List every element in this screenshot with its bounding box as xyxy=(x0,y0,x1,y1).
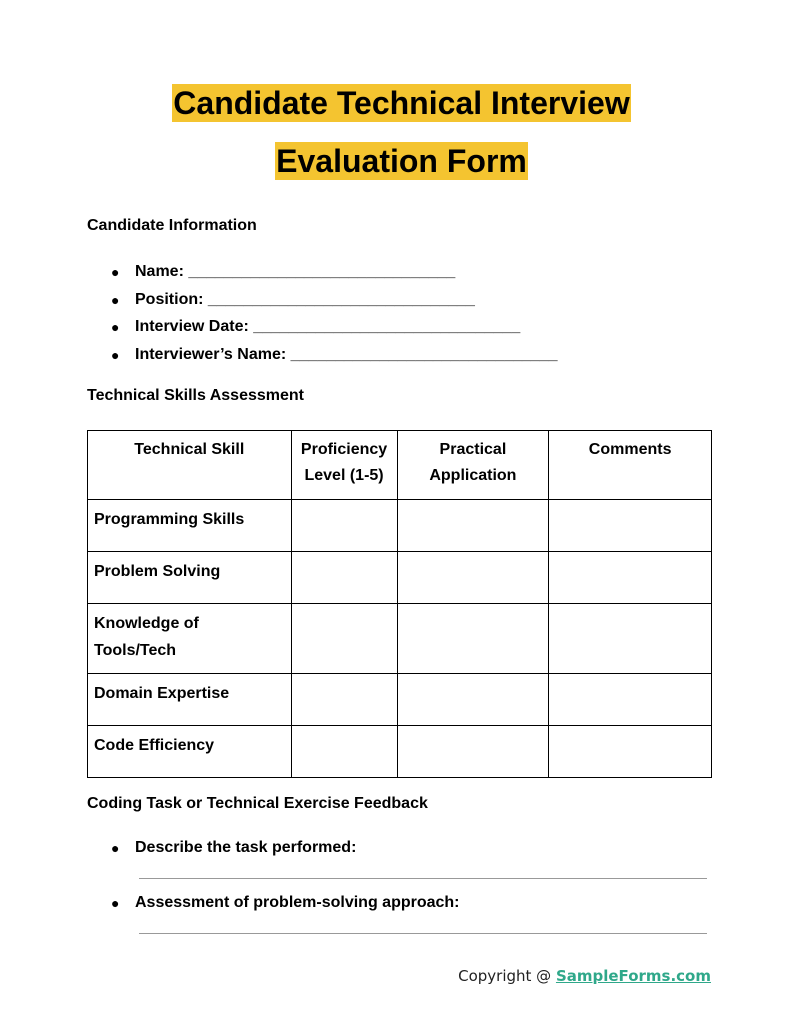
table-row xyxy=(88,500,712,552)
form-title xyxy=(0,84,803,200)
comments-cell[interactable] xyxy=(549,604,712,674)
column-header: Proficiency Level (1-5) xyxy=(291,431,397,500)
name-field[interactable] xyxy=(87,262,558,290)
approach-answer-line[interactable] xyxy=(139,933,707,934)
title-line-1: Candidate Technical Interview xyxy=(173,85,630,121)
comments-cell[interactable] xyxy=(549,500,712,552)
application-cell[interactable] xyxy=(397,604,549,674)
bullet-icon: ● xyxy=(111,264,120,280)
title-line-2: Evaluation Form xyxy=(276,143,527,179)
copyright-footer xyxy=(458,967,711,985)
skill-cell: Domain Expertise xyxy=(88,674,292,726)
skills-table xyxy=(87,430,712,778)
skills-heading: Technical Skills Assessment xyxy=(87,387,304,404)
position-field[interactable] xyxy=(87,290,558,318)
level-cell[interactable] xyxy=(291,726,397,778)
copyright-text: Copyright @ xyxy=(458,967,556,985)
table-header-row xyxy=(88,431,712,500)
skill-cell: Problem Solving xyxy=(88,552,292,604)
table-row xyxy=(88,726,712,778)
level-cell[interactable] xyxy=(291,674,397,726)
field-label: Position: ______________________________ xyxy=(135,290,475,308)
level-cell[interactable] xyxy=(291,500,397,552)
skill-cell: Code Efficiency xyxy=(88,726,292,778)
candidate-info-heading: Candidate Information xyxy=(87,217,257,234)
feedback-item-1 xyxy=(87,838,712,858)
bullet-icon: ● xyxy=(111,346,120,363)
application-cell[interactable] xyxy=(397,674,549,726)
task-answer-line[interactable] xyxy=(139,878,707,879)
candidate-info-list xyxy=(87,262,558,372)
brand-link[interactable]: SampleForms.com xyxy=(555,967,711,985)
field-label: Interview Date: ______________________________ xyxy=(135,318,521,335)
skill-cell: Knowledge of Tools/Tech xyxy=(88,604,292,674)
column-header: Technical Skill xyxy=(88,431,292,500)
feedback-label: Describe the task performed: xyxy=(135,839,357,856)
table-row xyxy=(88,552,712,604)
application-cell[interactable] xyxy=(397,552,549,604)
application-cell[interactable] xyxy=(397,726,549,778)
comments-cell[interactable] xyxy=(549,674,712,726)
table-row xyxy=(88,604,712,674)
coding-feedback-heading: Coding Task or Technical Exercise Feedback xyxy=(87,795,428,812)
field-label: Name: ______________________________ xyxy=(135,263,456,280)
field-label: Interviewer’s Name: ______________________________ xyxy=(135,345,558,363)
comments-cell[interactable] xyxy=(549,726,712,778)
bullet-icon: ● xyxy=(111,291,120,308)
feedback-item-2 xyxy=(87,893,712,913)
bullet-icon: ● xyxy=(111,895,120,911)
bullet-icon: ● xyxy=(111,840,120,856)
comments-cell[interactable] xyxy=(549,552,712,604)
table-row xyxy=(88,674,712,726)
level-cell[interactable] xyxy=(291,552,397,604)
level-cell[interactable] xyxy=(291,604,397,674)
column-header: Comments xyxy=(549,431,712,500)
interviewer-name-field[interactable] xyxy=(87,345,558,373)
interview-date-field[interactable] xyxy=(87,317,558,345)
feedback-label: Assessment of problem-solving approach: xyxy=(135,894,460,911)
application-cell[interactable] xyxy=(397,500,549,552)
bullet-icon: ● xyxy=(111,319,120,335)
skill-cell: Programming Skills xyxy=(88,500,292,552)
column-header: Practical Application xyxy=(397,431,549,500)
